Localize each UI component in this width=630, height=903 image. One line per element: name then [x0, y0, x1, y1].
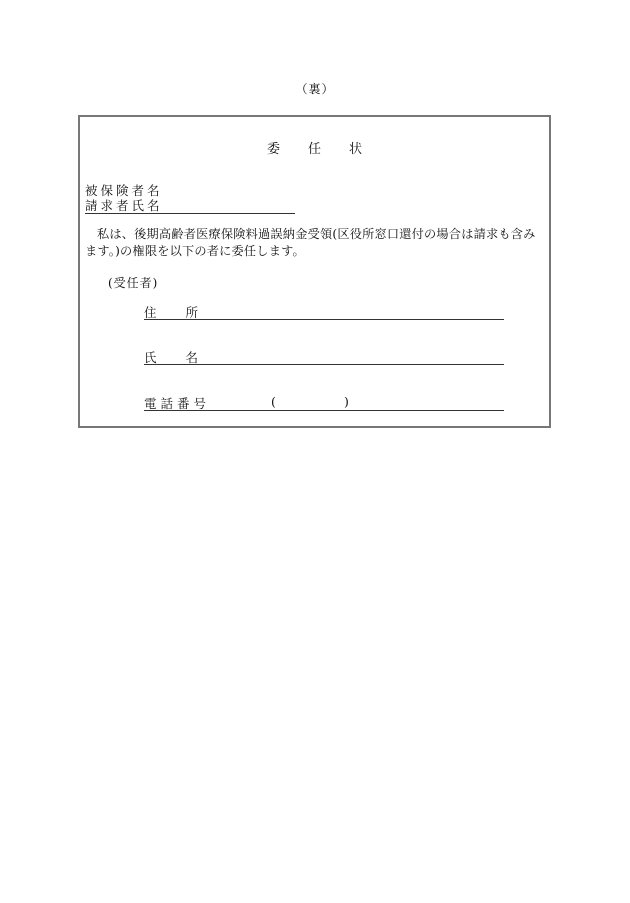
delegate-phone-field[interactable]	[144, 394, 504, 411]
address-label	[144, 303, 200, 321]
address-label-char-2: 所	[185, 305, 200, 320]
phone-label: 電話番号	[144, 396, 211, 411]
name-label	[144, 348, 200, 366]
power-of-attorney-form	[78, 115, 551, 428]
delegate-address-field[interactable]	[144, 303, 504, 320]
claimant-name-label: 請求者氏名	[85, 198, 163, 213]
delegate-heading: (受任者)	[108, 276, 159, 290]
name-label-char-1: 氏	[144, 350, 159, 365]
insured-name-label: 被保険者名	[85, 183, 163, 198]
page-side-mark: （裏）	[295, 82, 335, 96]
name-label-char-2: 名	[185, 350, 200, 365]
delegation-statement: 私は、後期高齢者医療保険料過誤納金受領(区役所窓口還付の場合は請求も含みます。)の権限を以下の者に委任します。	[85, 227, 536, 258]
phone-area-paren-close: )	[344, 394, 349, 409]
form-title: 委任状	[266, 142, 390, 157]
phone-area-paren-open: (	[271, 394, 276, 409]
claimant-name-field[interactable]	[85, 198, 295, 214]
address-label-char-1: 住	[144, 305, 159, 320]
delegate-name-field[interactable]	[144, 348, 504, 365]
